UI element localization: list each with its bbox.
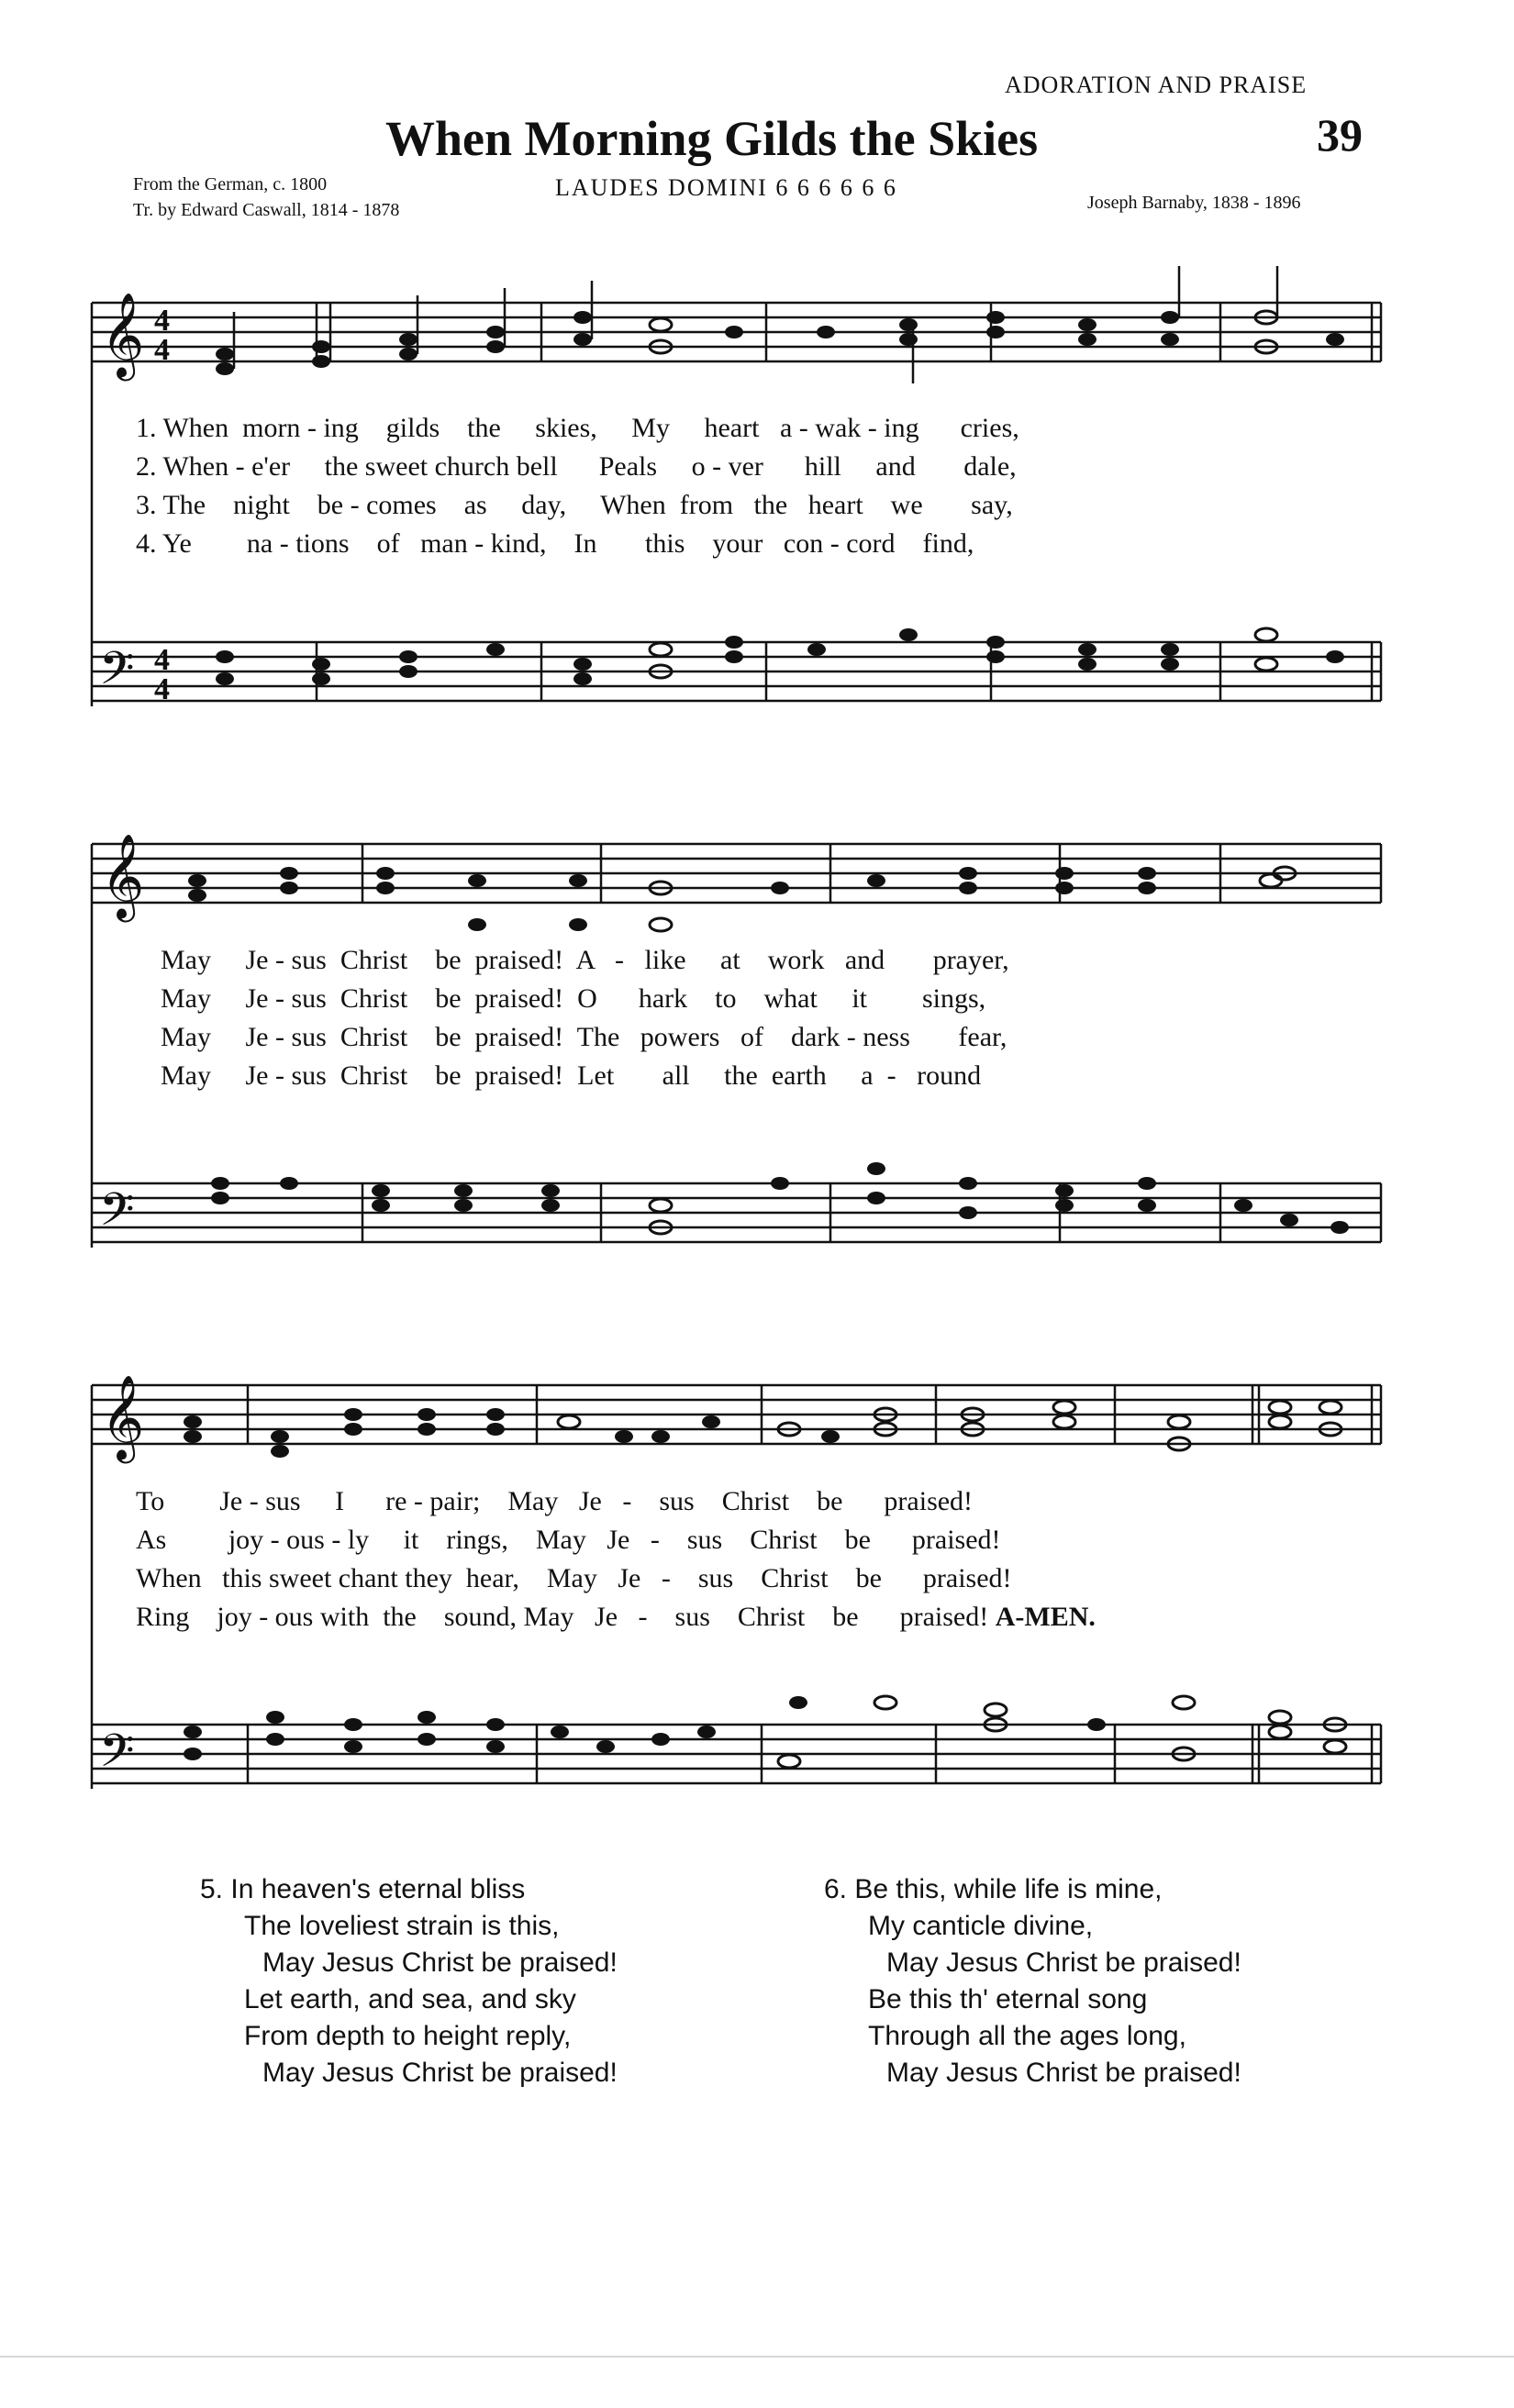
stanza-5 xyxy=(200,1871,618,2092)
lyric-line: When this sweet chant they hear, May Je - sus Christ be praised! xyxy=(136,1563,1012,1593)
svg-text:𝄞: 𝄞 xyxy=(101,833,145,918)
amen-label: A-MEN. xyxy=(995,1602,1096,1632)
lyric-line: May Je - sus Christ be praised! The powers of dark - ness fear, xyxy=(161,1022,1007,1052)
stanza-line: 5. In heaven's eternal bliss xyxy=(200,1874,526,1904)
stanza-line: Through all the ages long, xyxy=(868,2021,1186,2051)
hymn-number: 39 xyxy=(1317,109,1363,161)
lyric-line: To Je - sus I re - pair; May Je - sus Christ be praised! xyxy=(136,1486,974,1516)
stanza-line: 6. Be this, while life is mine, xyxy=(824,1874,1163,1904)
stanza-line: My canticle divine, xyxy=(868,1911,1094,1941)
lyric-line: As joy - ous - ly it rings, May Je - sus Christ be praised! xyxy=(136,1525,1001,1555)
lyric-line: May Je - sus Christ be praised! O hark to what it sings, xyxy=(161,983,986,1014)
svg-text:4: 4 xyxy=(154,672,170,706)
stanza-line: The loveliest strain is this, xyxy=(244,1911,560,1941)
lyric-line: May Je - sus Christ be praised! A - like at work and prayer, xyxy=(161,945,1009,975)
composer-credit: Joseph Barnaby, 1838 - 1896 xyxy=(1087,193,1301,213)
translator-credit: Tr. by Edward Caswall, 1814 - 1878 xyxy=(133,200,400,220)
svg-text:4: 4 xyxy=(154,304,170,338)
svg-text:𝄢: 𝄢 xyxy=(99,642,135,706)
svg-text:𝄢: 𝄢 xyxy=(99,1725,135,1789)
stanza-line: Be this th' eternal song xyxy=(868,1984,1148,2014)
svg-text:𝄞: 𝄞 xyxy=(101,292,145,377)
text-source: From the German, c. 1800 xyxy=(133,174,328,194)
tune-name: LAUDES DOMINI 6 6 6 6 6 6 xyxy=(555,174,897,201)
stanza-line: May Jesus Christ be praised! xyxy=(886,2058,1241,2088)
lyric-line: 2. When - e'er the sweet church bell Peals o - ver hill and dale, xyxy=(136,451,1017,482)
stanza-line: May Jesus Christ be praised! xyxy=(262,1947,618,1978)
page-footer-rule xyxy=(0,2356,1514,2358)
svg-text:𝄞: 𝄞 xyxy=(101,1374,145,1459)
lyric-line: 3. The night be - comes as day, When from the heart we say, xyxy=(136,490,1013,520)
hymn-title: When Morning Gilds the Skies xyxy=(385,111,1039,166)
svg-text:4: 4 xyxy=(154,333,170,367)
lyric-line: Ring joy - ous with the sound, May Je - sus Christ be praised! A-MEN. xyxy=(136,1602,1096,1632)
stanza-line: Let earth, and sea, and sky xyxy=(244,1984,576,2014)
lyric-line: 4. Ye na - tions of man - kind, In this your con - cord find, xyxy=(136,528,974,559)
lyric-line: 1. When morn - ing gilds the skies, My heart a - wak - ing cries, xyxy=(136,413,1019,443)
section-heading: ADORATION AND PRAISE xyxy=(1005,72,1308,98)
stanza-line: From depth to height reply, xyxy=(244,2021,572,2051)
stanza-6 xyxy=(824,1871,1241,2092)
svg-text:4: 4 xyxy=(154,643,170,677)
stanza-line: May Jesus Christ be praised! xyxy=(262,2058,618,2088)
stanza-line: May Jesus Christ be praised! xyxy=(886,1947,1241,1978)
svg-text:𝄢: 𝄢 xyxy=(99,1183,135,1248)
lyric-line: May Je - sus Christ be praised! Let all the earth a - round xyxy=(161,1060,982,1091)
